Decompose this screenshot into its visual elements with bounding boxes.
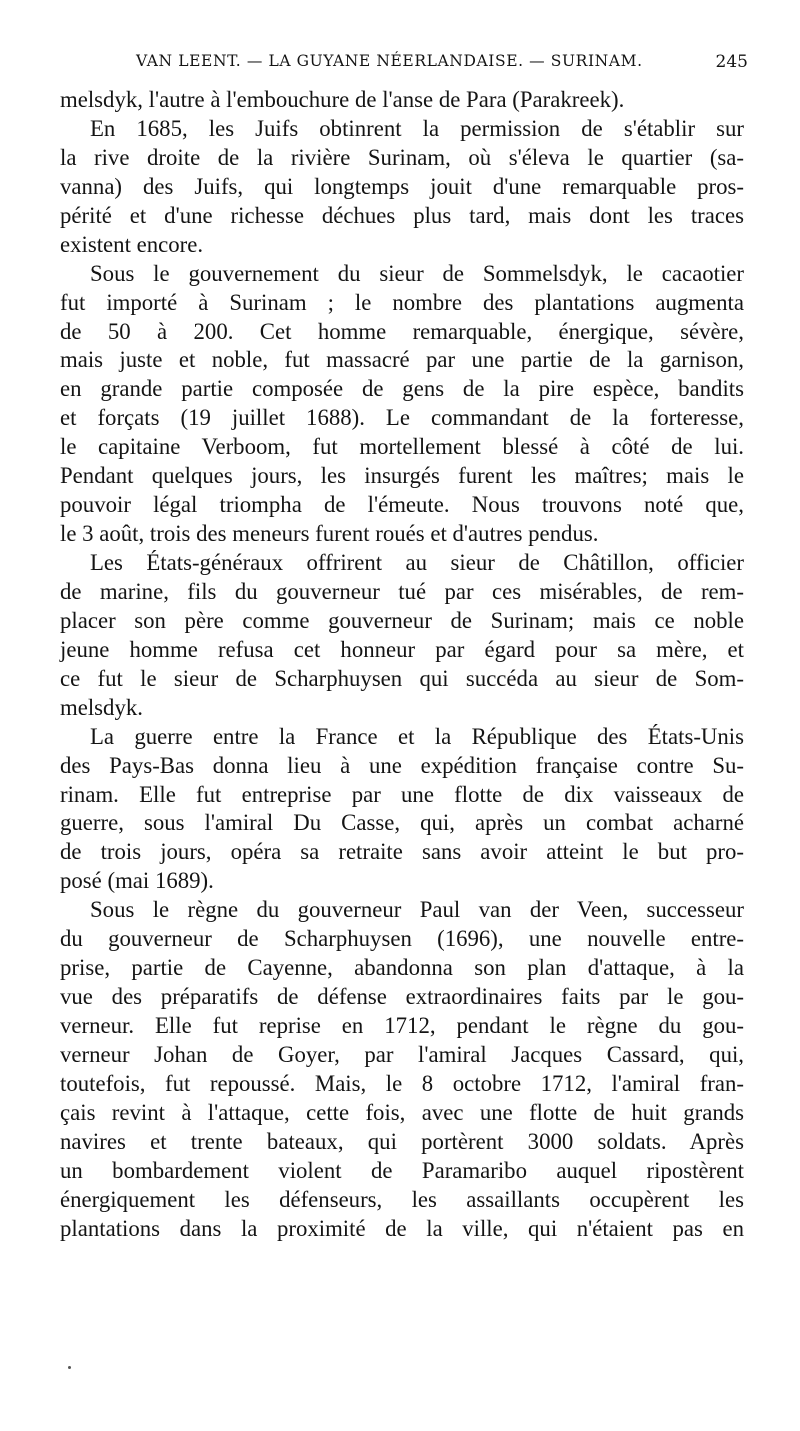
- text-line: ce fut le sieur de Scharphuysen qui succéda au sieur de Som-: [60, 665, 744, 691]
- text-line: Sous le règne du gouverneur Paul van der Veen, successeur: [90, 897, 744, 923]
- text-line: placer son père comme gouverneur de Surinam; mais ce noble: [60, 607, 744, 633]
- text-line: pouvoir légal triompha de l'émeute. Nous trouvons noté que,: [60, 492, 744, 518]
- text-line: du gouverneur de Scharphuysen (1696), une nouvelle entre-: [60, 926, 744, 952]
- text-line: existent encore.: [60, 231, 204, 257]
- text-line: Les États-généraux offrirent au sieur de Châtillon, officier: [90, 550, 744, 575]
- text-line: mais juste et noble, fut massacré par une partie de la garnison,: [60, 347, 744, 373]
- text-line: un bombardement violent de Paramaribo auquel ripostèrent: [60, 1157, 744, 1183]
- text-line: le 3 août, trois des meneurs furent roués et d'autres pendus.: [60, 521, 599, 547]
- text-line: Sous le gouvernement du sieur de Sommelsdyk, le cacaotier: [90, 260, 744, 286]
- text-line: navires et trente bateaux, qui portèrent 3000 soldats. Après: [60, 1128, 744, 1154]
- text-line: vue des préparatifs de défense extraordinaires faits par le gou-: [60, 984, 744, 1010]
- text-line: toutefois, fut repoussé. Mais, le 8 octobre 1712, l'amiral fran-: [60, 1070, 744, 1096]
- text-line: posé (mai 1689).: [60, 868, 214, 894]
- text-line: de trois jours, opéra sa retraite sans avoir atteint le but pro-: [60, 839, 744, 865]
- text-line: verneur Johan de Goyer, par l'amiral Jacques Cassard, qui,: [60, 1041, 744, 1067]
- page-header: [64, 52, 748, 82]
- text-line: rinam. Elle fut entreprise par une flotte de dix vaisseaux de: [60, 781, 744, 807]
- text-line: melsdyk.: [60, 694, 143, 720]
- text-line: fut importé à Surinam ; le nombre des plantations augmenta: [60, 289, 744, 315]
- text-line: vanna) des Juifs, qui longtemps jouit d'une remarquable pros-: [60, 173, 744, 199]
- text-line: et forçats (19 juillet 1688). Le commandant de la forteresse,: [60, 405, 744, 431]
- text-line: La guerre entre la France et la République des États-Unis: [90, 723, 744, 749]
- text-line: des Pays-Bas donna lieu à une expédition française contre Su-: [60, 752, 744, 778]
- text-line: en grande partie composée de gens de la pire espèce, bandits: [60, 376, 744, 402]
- print-speck: [68, 1366, 71, 1369]
- text-line: plantations dans la proximité de la ville, qui n'étaient pas en: [60, 1215, 744, 1241]
- text-line: la rive droite de la rivière Surinam, où s'éleva le quartier (sa-: [60, 144, 744, 170]
- body-text: [60, 86, 744, 1244]
- text-line: çais revint à l'attaque, cette fois, avec une flotte de huit grands: [60, 1099, 744, 1125]
- text-line: périté et d'une richesse déchues plus tard, mais dont les traces: [60, 202, 744, 228]
- text-line: guerre, sous l'amiral Du Casse, qui, après un combat acharné: [60, 810, 744, 836]
- text-line: de marine, fils du gouverneur tué par ces misérables, de rem-: [60, 578, 744, 604]
- text-line: Pendant quelques jours, les insurgés furent les maîtres; mais le: [60, 463, 744, 489]
- text-line: énergiquement les défenseurs, les assaillants occupèrent les: [60, 1186, 744, 1212]
- page-number: 245: [715, 52, 748, 72]
- text-line: jeune homme refusa cet honneur par égard pour sa mère, et: [60, 636, 744, 662]
- text-line: En 1685, les Juifs obtinrent la permission de s'établir sur: [90, 115, 744, 141]
- text-line: le capitaine Verboom, fut mortellement blessé à côté de lui.: [60, 434, 744, 460]
- text-line: prise, partie de Cayenne, abandonna son plan d'attaque, à la: [60, 955, 744, 981]
- text-line: melsdyk, l'autre à l'embouchure de l'anse de Para (Parakreek).: [60, 87, 625, 112]
- text-line: verneur. Elle fut reprise en 1712, pendant le règne du gou-: [60, 1013, 744, 1038]
- text-line: de 50 à 200. Cet homme remarquable, énergique, sévère,: [60, 318, 744, 344]
- running-title: VAN LEENT. — LA GUYANE NÉERLANDAISE. — SURINAM.: [136, 52, 643, 70]
